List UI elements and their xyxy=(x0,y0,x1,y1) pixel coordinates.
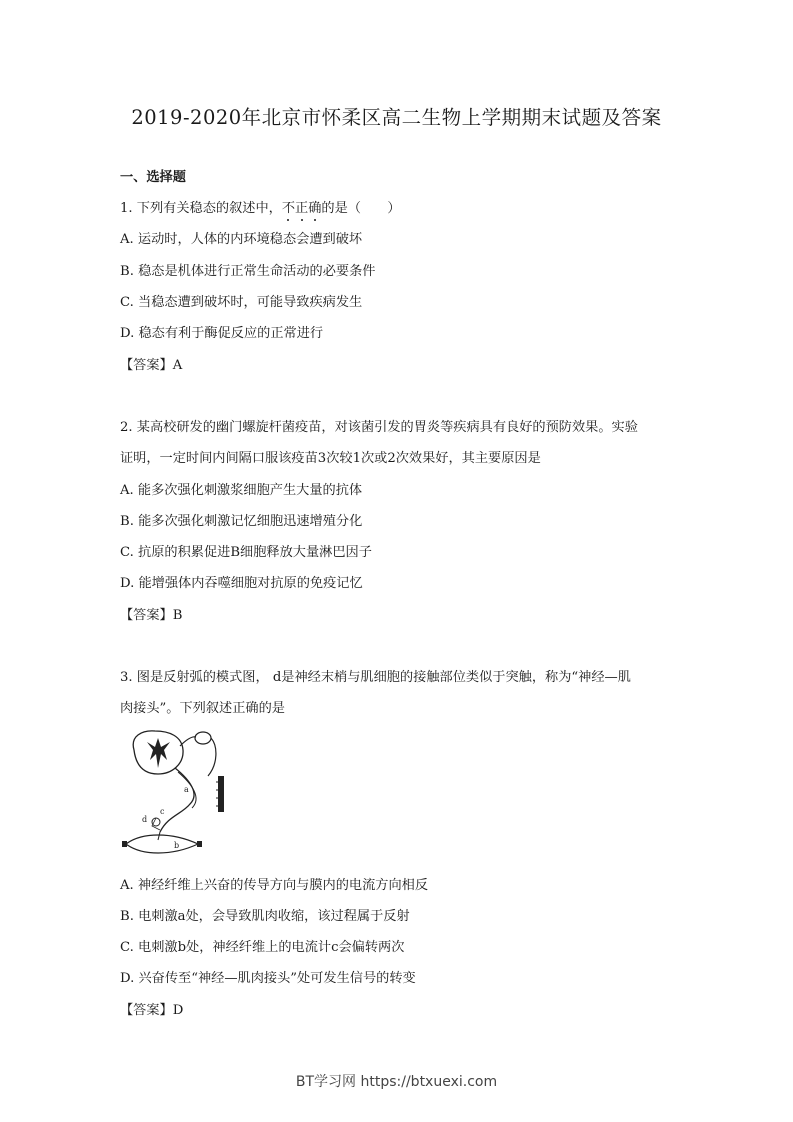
question-2-option-c: C. 抗原的积累促进B细胞释放大量淋巴因子 xyxy=(120,545,372,560)
tendon-right xyxy=(197,841,202,847)
receptor-block xyxy=(218,776,224,812)
efferent-fiber-path xyxy=(160,768,194,832)
question-1-option-c: C. 当稳态遭到破坏时，可能导致疾病发生 xyxy=(120,295,363,310)
tendon-left xyxy=(122,841,127,847)
question-2-option-d: D. 能增强体内吞噬细胞对抗原的免疫记忆 xyxy=(120,576,363,591)
label-d: d xyxy=(142,815,148,824)
emphasis-char: 确 xyxy=(308,197,321,216)
question-1-answer: 【答案】A xyxy=(120,358,183,373)
ganglion-shape xyxy=(195,732,211,744)
label-c: c xyxy=(160,807,165,816)
muscle-outline xyxy=(126,835,198,853)
nerve-muscle-junction-line xyxy=(158,832,160,840)
question-3-stem-line-1: 3. 图是反射弧的模式图， d是神经末梢与肌细胞的接触部位类似于突触，称为“神经—肌 xyxy=(120,670,631,685)
question-2-answer: 【答案】B xyxy=(120,608,183,623)
emphasis-char: 正 xyxy=(295,197,308,216)
question-3-option-c: C. 电刺激b处，神经纤维上的电流计c会偏转两次 xyxy=(120,940,405,955)
question-1-stem-start: 1. 下列有关稳态的叙述中， xyxy=(120,201,282,216)
question-1-stem-end: 的是（ ） xyxy=(321,201,401,216)
grey-matter-shape xyxy=(147,738,170,768)
question-2-option-a: A. 能多次强化刺激浆细胞产生大量的抗体 xyxy=(120,483,363,498)
question-1-option-d: D. 稳态有利于酶促反应的正常进行 xyxy=(120,326,324,341)
question-3-option-d: D. 兴奋传至“神经—肌肉接头”处可发生信号的转变 xyxy=(120,971,416,986)
question-2-stem-line-2: 证明，一定时间内间隔口服该疫苗3次较1次或2次效果好，其主要原因是 xyxy=(120,451,541,466)
reflex-arc-diagram xyxy=(120,724,232,856)
question-1-option-a: A. 运动时，人体的内环境稳态会遭到破坏 xyxy=(120,232,363,247)
question-2-option-b: B. 能多次强化刺激记忆细胞迅速增殖分化 xyxy=(120,514,363,529)
question-1-option-b: B. 稳态是机体进行正常生命活动的必要条件 xyxy=(120,264,376,279)
electrometer-c xyxy=(152,818,160,826)
section-heading: 一、选择题 xyxy=(120,170,186,185)
question-2-stem-line-1: 2. 某高校研发的幽门螺旋杆菌疫苗，对该菌引发的胃炎等疾病具有良好的预防效果。实验 xyxy=(120,420,638,435)
question-3-option-b: B. 电刺激a处，会导致肌肉收缩，该过程属于反射 xyxy=(120,909,410,924)
label-b: b xyxy=(174,841,180,850)
page-title: 2019-2020年北京市怀柔区高二生物上学期期末试题及答案 xyxy=(131,106,662,129)
label-a: a xyxy=(184,785,189,794)
question-3-option-a: A. 神经纤维上兴奋的传导方向与膜内的电流方向相反 xyxy=(120,878,429,893)
footer-watermark: BT学习网 https://btxuexi.com xyxy=(295,1074,498,1090)
question-1-stem xyxy=(120,197,401,216)
afferent-fiber-path xyxy=(208,738,216,776)
question-3-stem-line-2: 肉接头”。下列叙述正确的是 xyxy=(120,701,285,716)
emphasis-char: 不 xyxy=(282,197,295,216)
receptor-ticks xyxy=(216,782,218,806)
question-3-answer: 【答案】D xyxy=(120,1003,184,1018)
